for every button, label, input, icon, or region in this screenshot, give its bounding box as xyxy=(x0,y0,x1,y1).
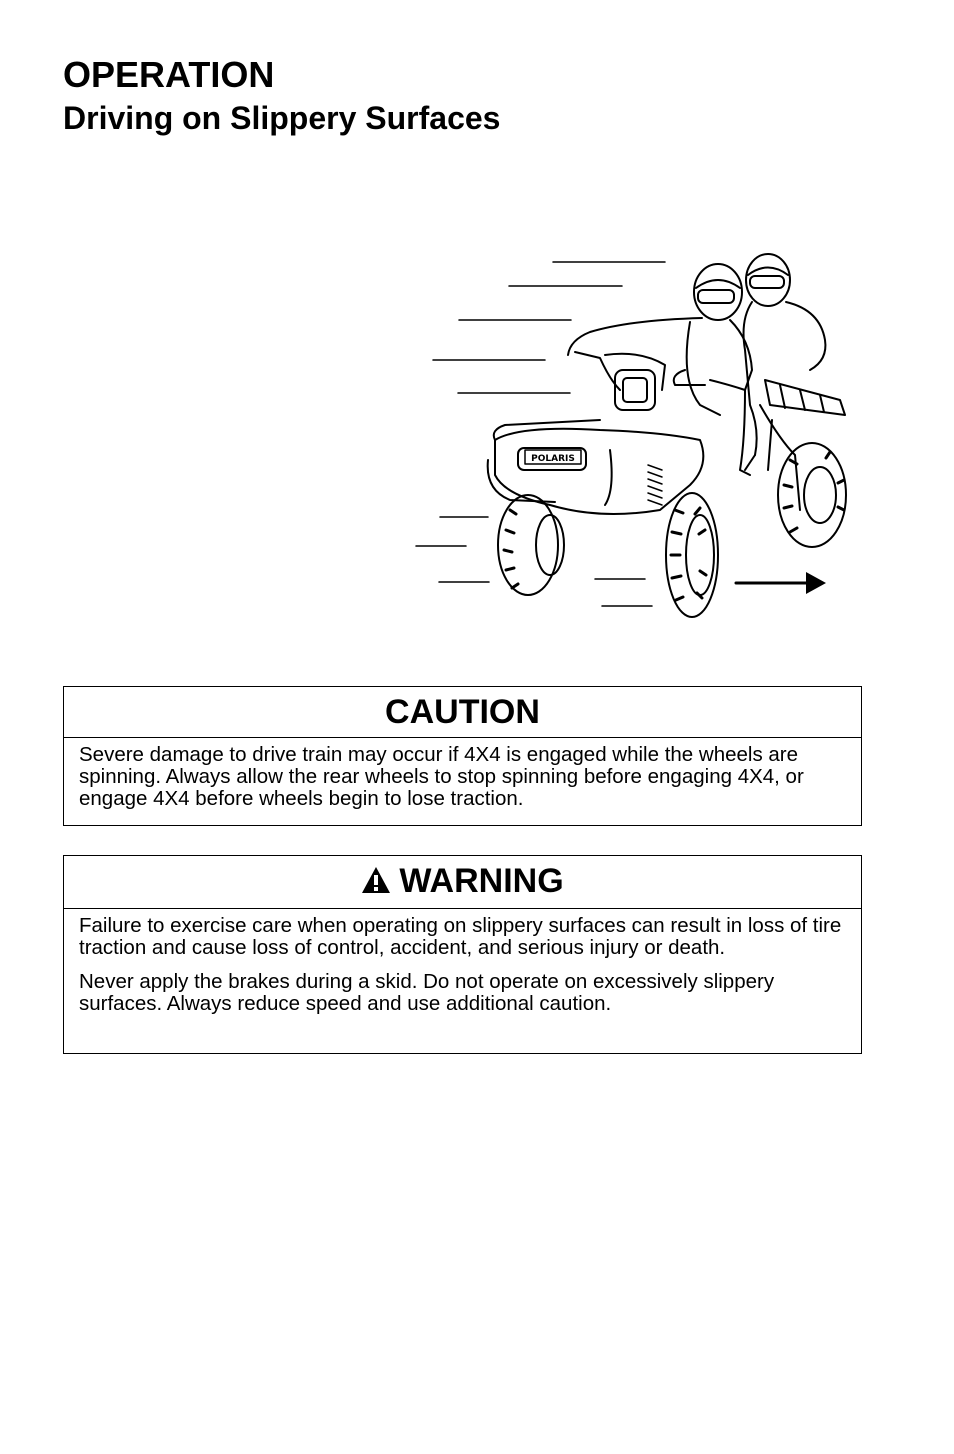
handlebar xyxy=(575,352,665,410)
svg-text:POLARIS: POLARIS xyxy=(531,454,575,464)
warning-heading: WARNING xyxy=(399,862,564,900)
driver-figure xyxy=(568,264,752,475)
caution-box xyxy=(63,686,862,826)
warning-paragraph-2: Never apply the brakes during a skid. Do not operate on excessively slippery surfaces. Always reduce speed and use additional caution. xyxy=(79,970,775,1015)
passenger-figure xyxy=(744,254,826,470)
warning-header xyxy=(64,856,861,909)
direction-arrow-icon xyxy=(736,572,826,594)
page-title: Driving on Slippery Surfaces xyxy=(63,100,501,136)
front-body xyxy=(488,380,845,514)
front-right-wheel xyxy=(666,493,718,617)
caution-body xyxy=(64,738,861,820)
callout-lines xyxy=(416,262,665,606)
atv-illustration xyxy=(400,240,860,630)
caution-heading: CAUTION xyxy=(64,687,861,738)
rear-wheel xyxy=(778,443,846,547)
section-title: OPERATION xyxy=(63,54,275,95)
front-left-wheel xyxy=(498,495,564,595)
caution-text: Severe damage to drive train may occur if 4X4 is engaged while the wheels are spinning. Always allow the rear wheels to stop spinning before engaging 4X4, or engage 4X4 before wheels begin to lose traction. xyxy=(79,743,804,810)
warning-paragraph-1: Failure to exercise care when operating on slippery surfaces can result in loss of tire traction and cause loss of control, accident, and serious injury or death. xyxy=(79,914,842,959)
warning-body xyxy=(64,909,861,1025)
warning-triangle-icon xyxy=(361,858,391,908)
warning-box xyxy=(63,855,862,1054)
polaris-logo xyxy=(525,450,581,464)
front-shock xyxy=(648,465,662,505)
